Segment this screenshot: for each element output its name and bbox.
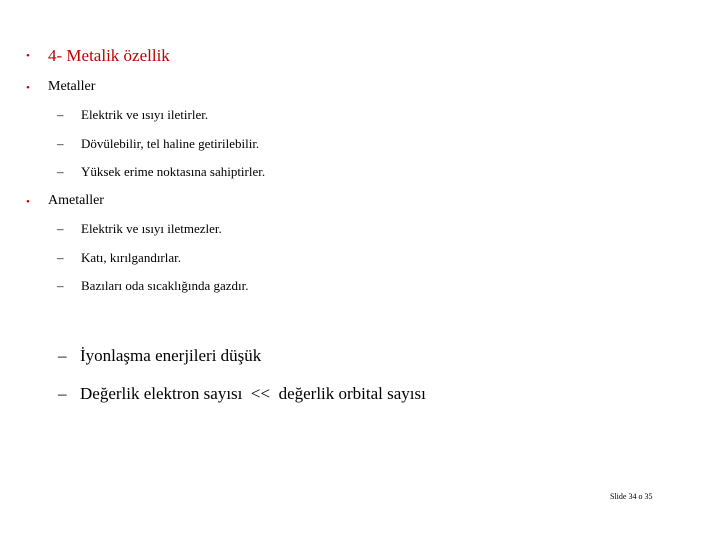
dash-icon: – [58,346,67,365]
dash-icon: – [57,136,64,151]
nonmetals-item-3: Bazıları oda sıcaklığında gazdır. [81,278,249,293]
metals-item-2: Dövülebilir, tel haline getirilebilir. [81,136,260,151]
dash-icon: – [57,250,64,265]
metals-item-1: Elektrik ve ısıyı iletirler. [81,107,209,122]
bullet-icon: • [26,82,30,94]
metals-label: Metaller [48,79,96,94]
dash-icon: – [57,164,64,179]
dash-icon: – [57,278,64,293]
slide-number: Slide 34 o 35 [610,492,653,501]
metals-item-3: Yüksek erime noktasına sahiptirler. [81,164,266,179]
nonmetals-item-2: Katı, kırılgandırlar. [81,250,182,265]
bullet-icon: • [26,50,30,62]
dash-icon: – [58,384,67,403]
dash-icon: – [57,221,64,236]
nonmetals-label: Ametaller [48,193,104,208]
nonmetals-item-1: Elektrik ve ısıyı iletmezler. [81,221,222,236]
dash-icon: – [57,107,64,122]
note-valence: Değerlik elektron sayısı << değerlik orbital sayısı [80,384,426,403]
bullet-icon: • [26,196,30,208]
slide-heading: 4- Metalik özellik [48,46,170,65]
note-ionization: İyonlaşma enerjileri düşük [80,346,262,365]
